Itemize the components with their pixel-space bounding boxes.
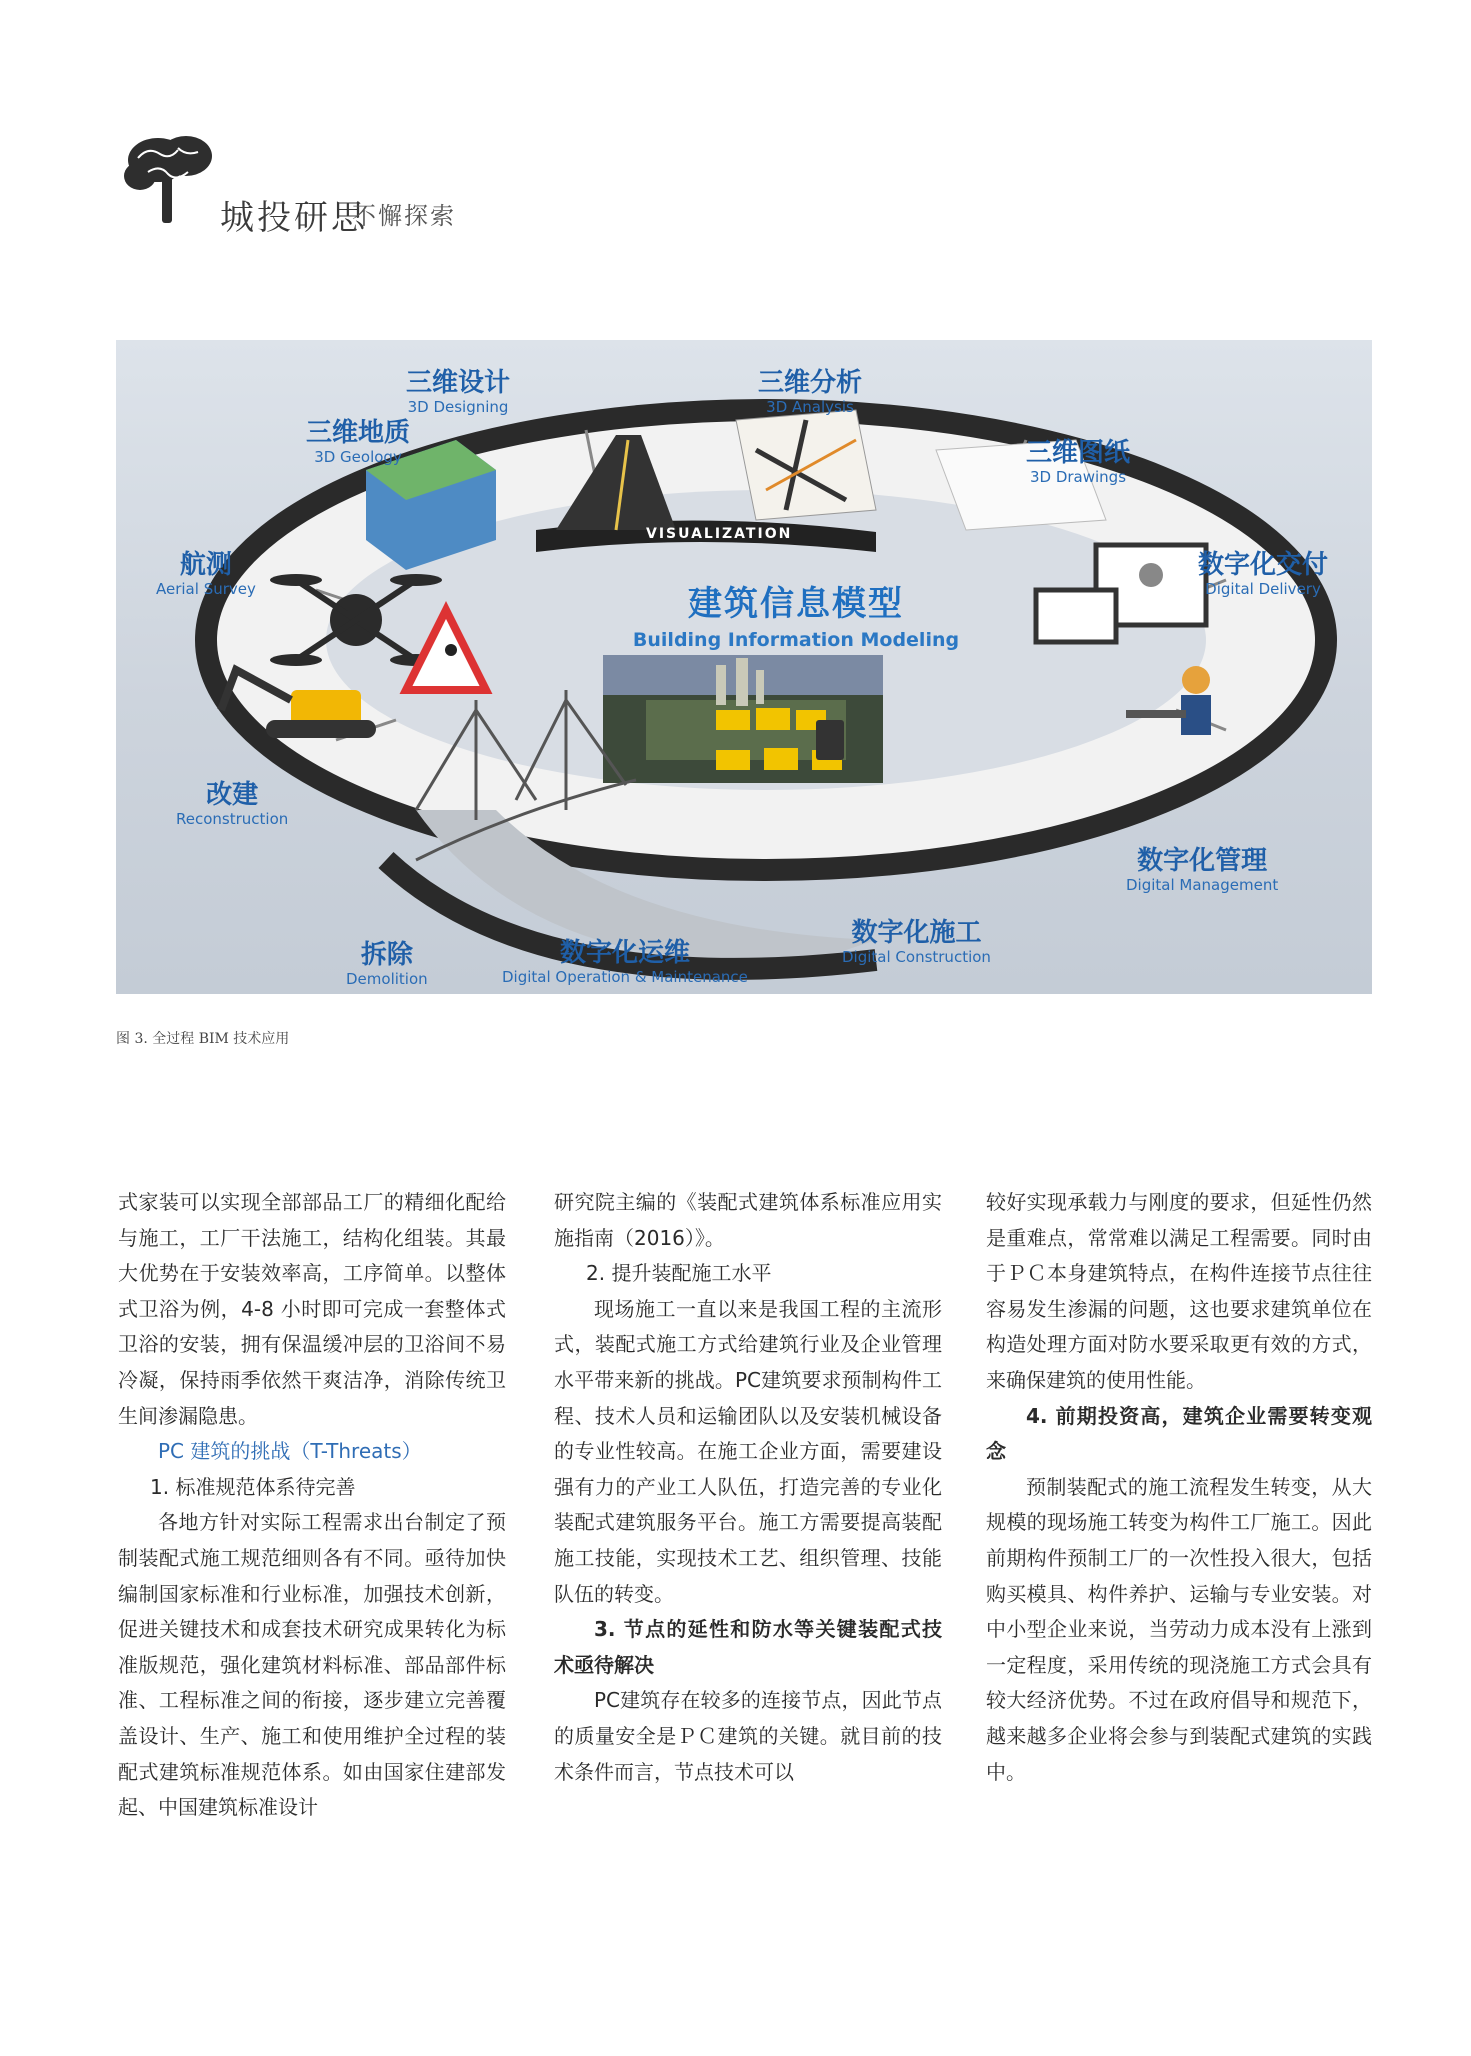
stage-3d-analysis (758, 368, 862, 416)
paragraph: 较好实现承载力与刚度的要求，但延性仍然是重难点，常常难以满足工程需要。同时由于ＰＣ本身建筑特点，在构件连接节点往往容易发生渗漏的问题，这也要求建筑单位在构造处理方面对防水要采取更有效的方式，来确保建筑的使用性能。 (986, 1190, 1372, 1392)
paragraph: 式家装可以实现全部部品工厂的精细化配给与施工，工厂干法施工，结构化组装。其最大优势在于安装效率高，工序简单。以整体式卫浴为例，4-8 小时即可完成一套整体式卫浴的安装，拥有保温缓冲层的卫浴间不易冷凝，保持雨季依然干爽洁净，消除传统卫生间渗漏隐患。 (118, 1190, 506, 1428)
bim-lifecycle-figure (116, 340, 1372, 994)
stage-cn: 数字化管理 (1137, 846, 1268, 876)
stage-en: 3D Drawings (1029, 468, 1127, 486)
paragraph: PC建筑存在较多的连接节点，因此节点的质量安全是ＰＣ建筑的关键。就目前的技术条件而言，节点技术可以 (554, 1688, 942, 1784)
stage-3d-drawings (1026, 438, 1130, 486)
stage-digital-management (1126, 846, 1278, 894)
center-title-en: Building Information Modeling (632, 629, 960, 651)
subheading: 1. 标准规范体系待完善 (150, 1474, 356, 1499)
paragraph: 研究院主编的《装配式建筑体系标准应用实施指南（2016）》。 (554, 1190, 942, 1250)
stage-digital-operation (502, 938, 748, 986)
stage-cn: 航测 (179, 550, 232, 580)
stage-en: 3D Designing (407, 398, 509, 416)
subheading: 2. 提升装配施工水平 (586, 1261, 772, 1286)
center-title-cn: 建筑信息模型 (688, 584, 904, 624)
section-heading: PC 建筑的挑战（T-Threats） (158, 1439, 422, 1464)
stage-digital-delivery (1198, 550, 1328, 598)
stage-3d-geology (306, 418, 410, 466)
brain-tree-logo-icon (118, 128, 228, 228)
text-column-2 (554, 1185, 942, 1790)
stage-en: 3D Analysis (766, 398, 854, 416)
stage-reconstruction (176, 780, 288, 828)
visualization-label: VISUALIZATION (646, 526, 793, 542)
stage-cn: 三维地质 (306, 418, 411, 448)
subheading: 3. 节点的延性和防水等关键装配式技术亟待解决 (554, 1617, 942, 1677)
text-column-1 (118, 1185, 506, 1826)
paragraph: 现场施工一直以来是我国工程的主流形式，装配式施工方式给建筑行业及企业管理水平带来新的挑战。PC建筑要求预制构件工程、技术人员和运输团队以及安装机械设备的专业性较高。在施工企业方面，需要建设强有力的产业工人队伍，打造完善的专业化装配式建筑服务平台。施工方需要提高装配施工技能，实现技术工艺、组织管理、技能队伍的转变。 (554, 1296, 942, 1606)
stage-demolition (346, 940, 428, 988)
stage-en: Digital Delivery (1205, 580, 1321, 598)
figure-caption: 图 3. 全过程 BIM 技术应用 (116, 1031, 290, 1047)
stage-cn: 数字化交付 (1198, 550, 1329, 580)
stage-en: Aerial Survey (156, 580, 256, 598)
center-title (586, 576, 1006, 651)
stage-cn: 数字化运维 (559, 938, 690, 968)
stage-en: Digital Construction (842, 948, 991, 966)
page-header (118, 128, 538, 238)
brand-slogan: 不懈探索 (352, 202, 456, 230)
stage-en: Digital Management (1126, 876, 1279, 894)
stage-en: Demolition (346, 970, 428, 988)
brand-name: 城投研思 (220, 198, 368, 238)
stage-cn: 改建 (206, 780, 259, 810)
stage-cn: 数字化施工 (851, 918, 982, 948)
stage-cn: 三维分析 (758, 368, 863, 398)
paragraph: 各地方针对实际工程需求出台制定了预制装配式施工规范细则各有不同。亟待加快编制国家标准和行业标准，加强技术创新，促进关键技术和成套技术研究成果转化为标准版规范，强化建筑材料标准、部品部件标准、工程标准之间的衔接，逐步建立完善覆盖设计、生产、施工和使用维护全过程的装配式建筑标准规范体系。如由国家住建部发起、中国建筑标准设计 (118, 1510, 506, 1820)
lifecycle-ring-graphic (116, 340, 1372, 994)
stage-en: Digital Operation & Maintenance (502, 968, 748, 986)
stage-aerial-survey (156, 550, 256, 598)
stage-3d-designing (406, 368, 510, 416)
text-column-3 (986, 1185, 1372, 1790)
stage-en: Reconstruction (176, 810, 289, 828)
stage-cn: 三维图纸 (1026, 438, 1131, 468)
stage-cn: 拆除 (360, 940, 413, 970)
subheading: 4. 前期投资高，建筑企业需要转变观念 (986, 1403, 1372, 1464)
paragraph: 预制装配式的施工流程发生转变，从大规模的现场施工转变为构件工厂施工。因此前期构件预制工厂的一次性投入很大，包括购买模具、构件养护、运输与专业安装。对中小型企业来说，当劳动力成本没有上涨到一定程度，采用传统的现浇施工方式会具有较大经济优势。不过在政府倡导和规范下，越来越多企业将会参与到装配式建筑的实践中。 (986, 1474, 1372, 1784)
stage-cn: 三维设计 (406, 368, 511, 398)
stage-digital-construction (842, 918, 991, 966)
stage-en: 3D Geology (314, 448, 402, 466)
